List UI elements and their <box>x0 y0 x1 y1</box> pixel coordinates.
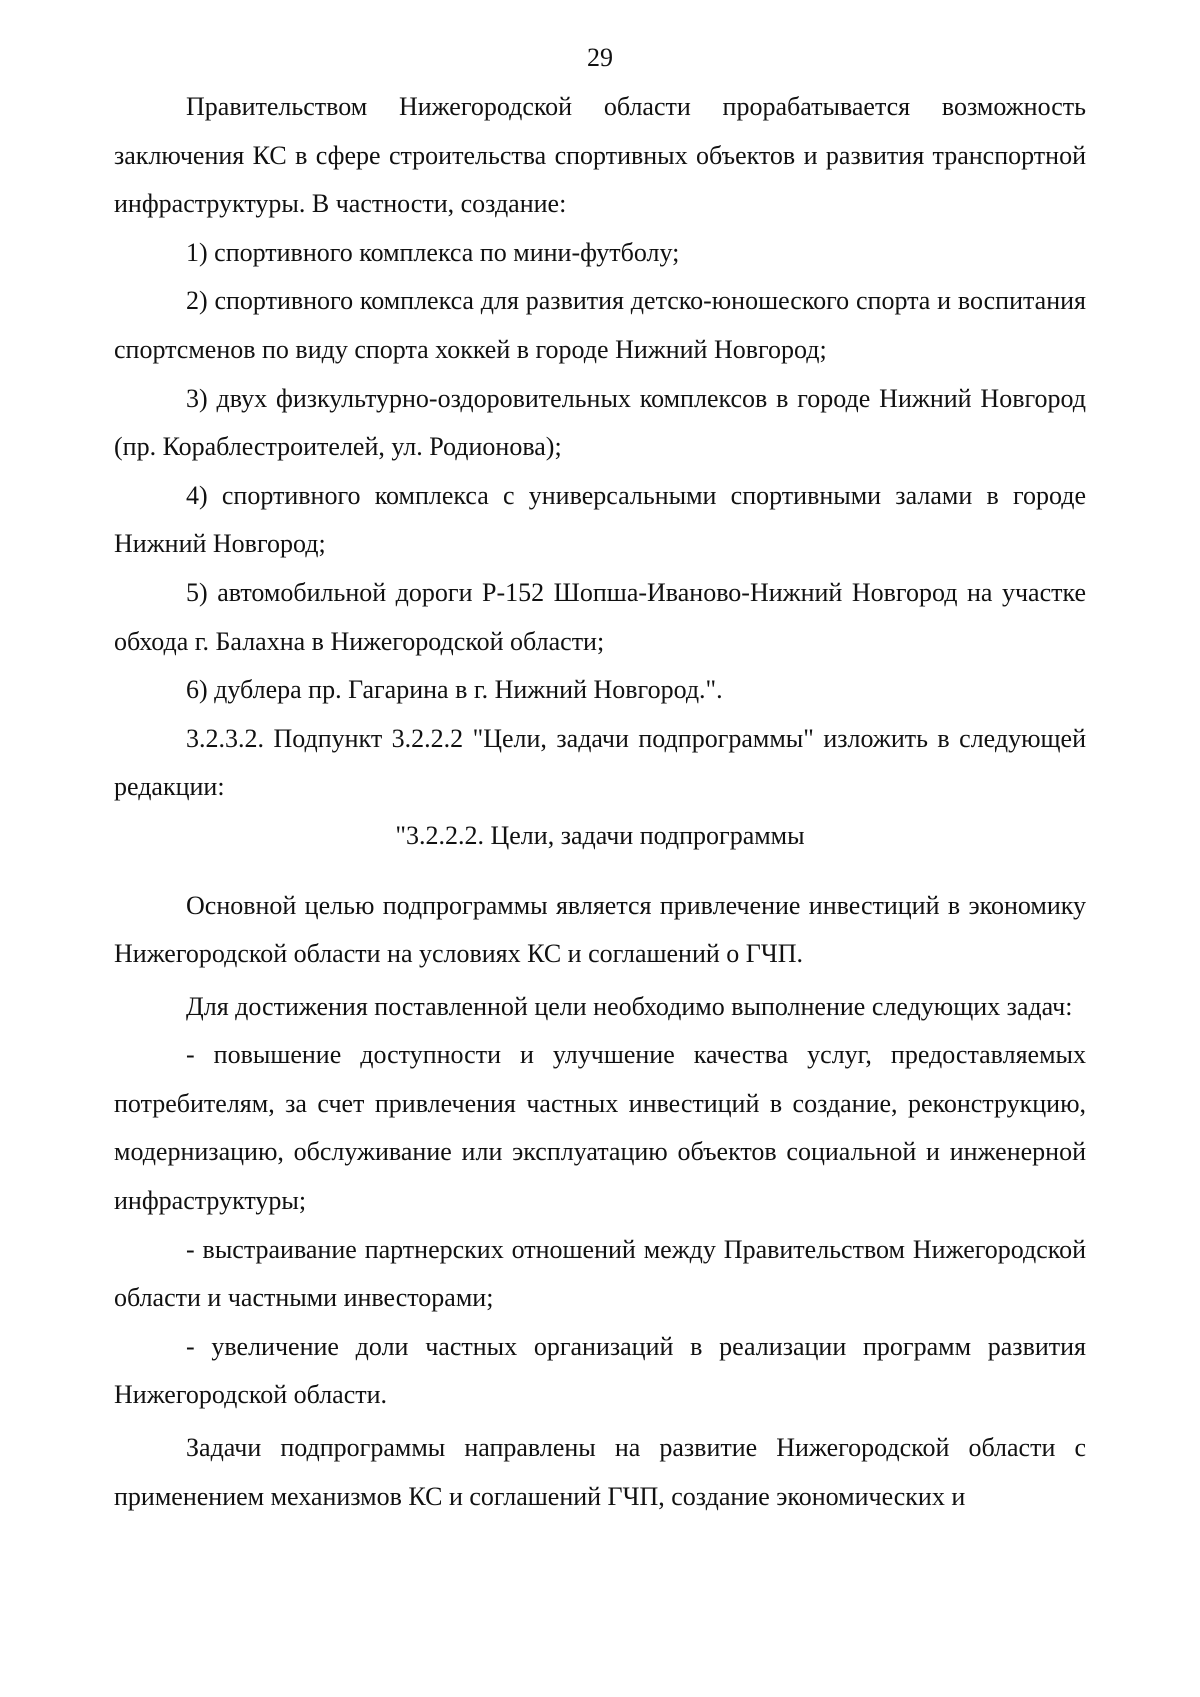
section-heading: "3.2.2.2. Цели, задачи подпрограммы <box>395 820 805 850</box>
list-item-3: 3) двух физкультурно-оздоровительных комплексов в городе Нижний Новгород (пр. Кораблестроителей, ул. Родионова); <box>114 383 1086 462</box>
list-item-5: 5) автомобильной дороги Р-152 Шопша-Иваново-Нижний Новгород на участке обхода г. Балахна в Нижегородской области; <box>114 577 1086 656</box>
task-item-2: - выстраивание партнерских отношений между Правительством Нижегородской области и частными инвесторами; <box>114 1234 1086 1313</box>
paragraph-tasks-direction: Задачи подпрограммы направлены на развитие Нижегородской области с применением механизмов КС и соглашений ГЧП, создание экономических и <box>114 1433 1086 1511</box>
paragraph-tasks-intro: Для достижения поставленной цели необходимо выполнение следующих задач: <box>186 991 1073 1021</box>
list-item-4: 4) спортивного комплекса с универсальными спортивными залами в городе Нижний Новгород; <box>114 480 1086 559</box>
task-item-3: - увеличение доли частных организаций в реализации программ развития Нижегородской области. <box>114 1331 1086 1410</box>
list-item-2: 2) спортивного комплекса для развития детско-юношеского спорта и воспитания спортсменов по виду спорта хоккей в городе Нижний Новгород; <box>114 286 1086 364</box>
document-body <box>114 83 1086 1521</box>
paragraph-main-goal: Основной целью подпрограммы является привлечение инвестиций в экономику Нижегородской области на условиях КС и соглашений о ГЧП. <box>114 890 1086 969</box>
page-number: 29 <box>587 43 613 72</box>
paragraph-intro: Правительством Нижегородской области прорабатывается возможность заключения КС в сфере строительства спортивных объектов и развития транспортной инфраструктуры. В частности, создание: <box>114 92 1086 219</box>
paragraph-amendment: 3.2.3.2. Подпункт 3.2.2.2 "Цели, задачи подпрограммы" изложить в следующей редакции: <box>114 723 1086 802</box>
list-item-6: 6) дублера пр. Гагарина в г. Нижний Новгород.". <box>186 675 723 705</box>
task-item-1: - повышение доступности и улучшение качества услуг, предоставляемых потребителям, за счет привлечения частных инвестиций в создание, реконструкцию, модернизацию, обслуживание или эксплуатацию объектов социальной и инженерной инфраструктуры; <box>114 1040 1086 1216</box>
list-item-1: 1) спортивного комплекса по мини-футболу; <box>186 237 680 267</box>
